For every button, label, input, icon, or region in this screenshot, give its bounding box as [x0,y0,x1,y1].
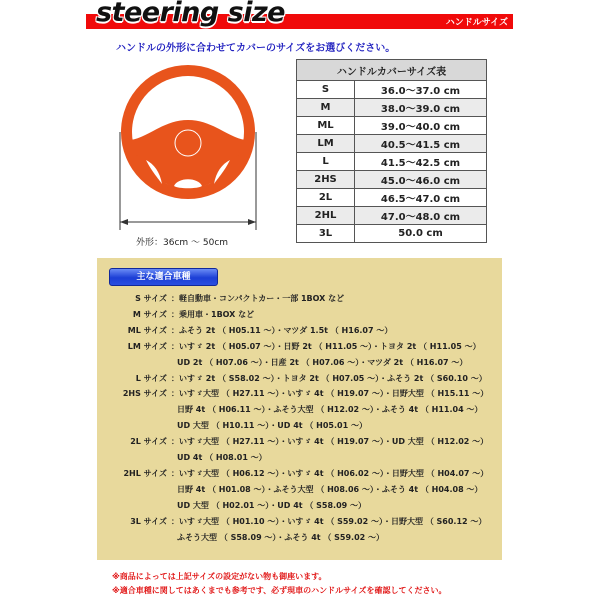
list-item [97,434,502,466]
size-label: LM サイズ [127,341,167,351]
list-item [97,386,502,434]
compatible-vehicles-panel [97,258,502,560]
table-row [297,153,487,171]
intro-text: ハンドルの外形に合わせてカバーのサイズをお選びください。 [116,43,396,54]
list-item [97,514,502,546]
steering-wheel-illustration [108,60,268,230]
table-row [297,117,487,135]
size-label: M サイズ [132,309,167,319]
size-code: 3L [297,225,355,243]
notes [112,570,447,598]
note-line: ※商品によっては上記サイズの設定がない物も御座います。 [112,572,327,581]
page-title: steering size [96,0,285,28]
table-row [297,99,487,117]
list-item [97,307,502,323]
list-item [97,291,502,307]
table-row [297,225,487,243]
size-code: 2HS [297,171,355,189]
table-row [297,81,487,99]
size-range: 40.5〜41.5 cm [355,135,487,153]
note-line: ※適合車種に関してはあくまでも参考です、必ず現車のハンドルサイズを確認してください。 [112,586,447,595]
size-table-title: ハンドルカバーサイズ表 [297,60,487,81]
size-code: S [297,81,355,99]
dimension-label: 外形：36cm 〜 50cm [136,238,229,248]
vehicle-line: UD 大型 （ H10.11 〜）・UD 4t （ H05.01 〜） [177,421,367,431]
list-item [97,466,502,514]
size-label: 3L サイズ [130,516,167,526]
size-code: M [297,99,355,117]
vehicle-line: ：乗用車・1BOX など [171,309,255,319]
vehicle-line: ：軽自動車・コンパクトカー・一部 1BOX など [171,294,345,303]
size-code: L [297,153,355,171]
vehicle-line: 日野 4t （ H06.11 〜）・ふそう大型 （ H12.02 〜）・ふそう 4t （ H11.04 〜） [177,405,483,415]
compatible-vehicles-button[interactable]: 主な適合車種 [109,268,218,286]
size-table [296,59,487,243]
size-code: ML [297,117,355,135]
size-range: 50.0 cm [355,225,487,243]
list-item [97,371,502,387]
compatible-vehicles-list [97,291,502,546]
size-range: 39.0〜40.0 cm [355,117,487,135]
vehicle-line: ：ふそう 2t （ H05.11 〜）・マツダ 1.5t （ H16.07 〜） [171,325,393,335]
size-label: L サイズ [135,373,167,383]
vehicle-line: 日野 4t （ H01.08 〜）・ふそう大型 （ H08.06 〜）・ふそう 4t （ H04.08 〜） [177,484,483,494]
vehicle-line: ：いすゞ大型 （ H01.10 〜）・いすゞ 4t （ S59.02 〜）・日野大型 （ S60.12 〜） [171,516,487,526]
size-range: 47.0〜48.0 cm [355,207,487,225]
table-row [297,171,487,189]
size-label: 2HL サイズ [123,468,167,478]
size-range: 45.0〜46.0 cm [355,171,487,189]
table-row [297,135,487,153]
vehicle-line: UD 大型 （ H02.01 〜）・UD 4t （ S58.09 〜） [177,500,367,510]
list-item [97,339,502,371]
table-row [297,207,487,225]
size-code: 2L [297,189,355,207]
vehicle-line: ふそう大型 （ S58.09 〜）・ふそう 4t （ S59.02 〜） [177,532,385,542]
size-label: S サイズ [135,294,167,303]
vehicle-line: UD 4t （ H08.01 〜） [177,453,267,463]
size-range: 36.0〜37.0 cm [355,81,487,99]
vehicle-line: ：いすゞ大型 （ H06.12 〜）・いすゞ 4t （ H06.02 〜）・日野大型 （ H04.07 〜） [171,468,489,478]
list-item [97,323,502,339]
table-row [297,189,487,207]
header-subtitle: ハンドルサイズ [445,18,508,28]
size-range: 41.5〜42.5 cm [355,153,487,171]
vehicle-line: ：いすゞ 2t （ H05.07 〜）・日野 2t （ H11.05 〜）・トヨタ 2t （ H11.05 〜） [171,341,481,351]
vehicle-line: ：いすゞ 2t （ S58.02 〜）・トヨタ 2t （ H07.05 〜）・ふそう 2t （ S60.10 〜） [171,373,487,383]
size-label: 2L サイズ [130,437,167,447]
size-label: 2HS サイズ [122,389,167,399]
size-label: ML サイズ [127,325,167,335]
steering-wheel-icon [108,60,268,230]
vehicle-line: ：いすゞ大型 （ H27.11 〜）・いすゞ 4t （ H19.07 〜）・日野大型 （ H15.11 〜） [171,389,489,399]
size-code: LM [297,135,355,153]
size-range: 46.5〜47.0 cm [355,189,487,207]
vehicle-line: ：いすゞ大型 （ H27.11 〜）・いすゞ 4t （ H19.07 〜）・UD 大型 （ H12.02 〜） [171,437,489,447]
size-range: 38.0〜39.0 cm [355,99,487,117]
vehicle-line: UD 2t （ H07.06 〜）・日産 2t （ H07.06 〜）・マツダ 2t （ H16.07 〜） [177,357,468,367]
size-code: 2HL [297,207,355,225]
